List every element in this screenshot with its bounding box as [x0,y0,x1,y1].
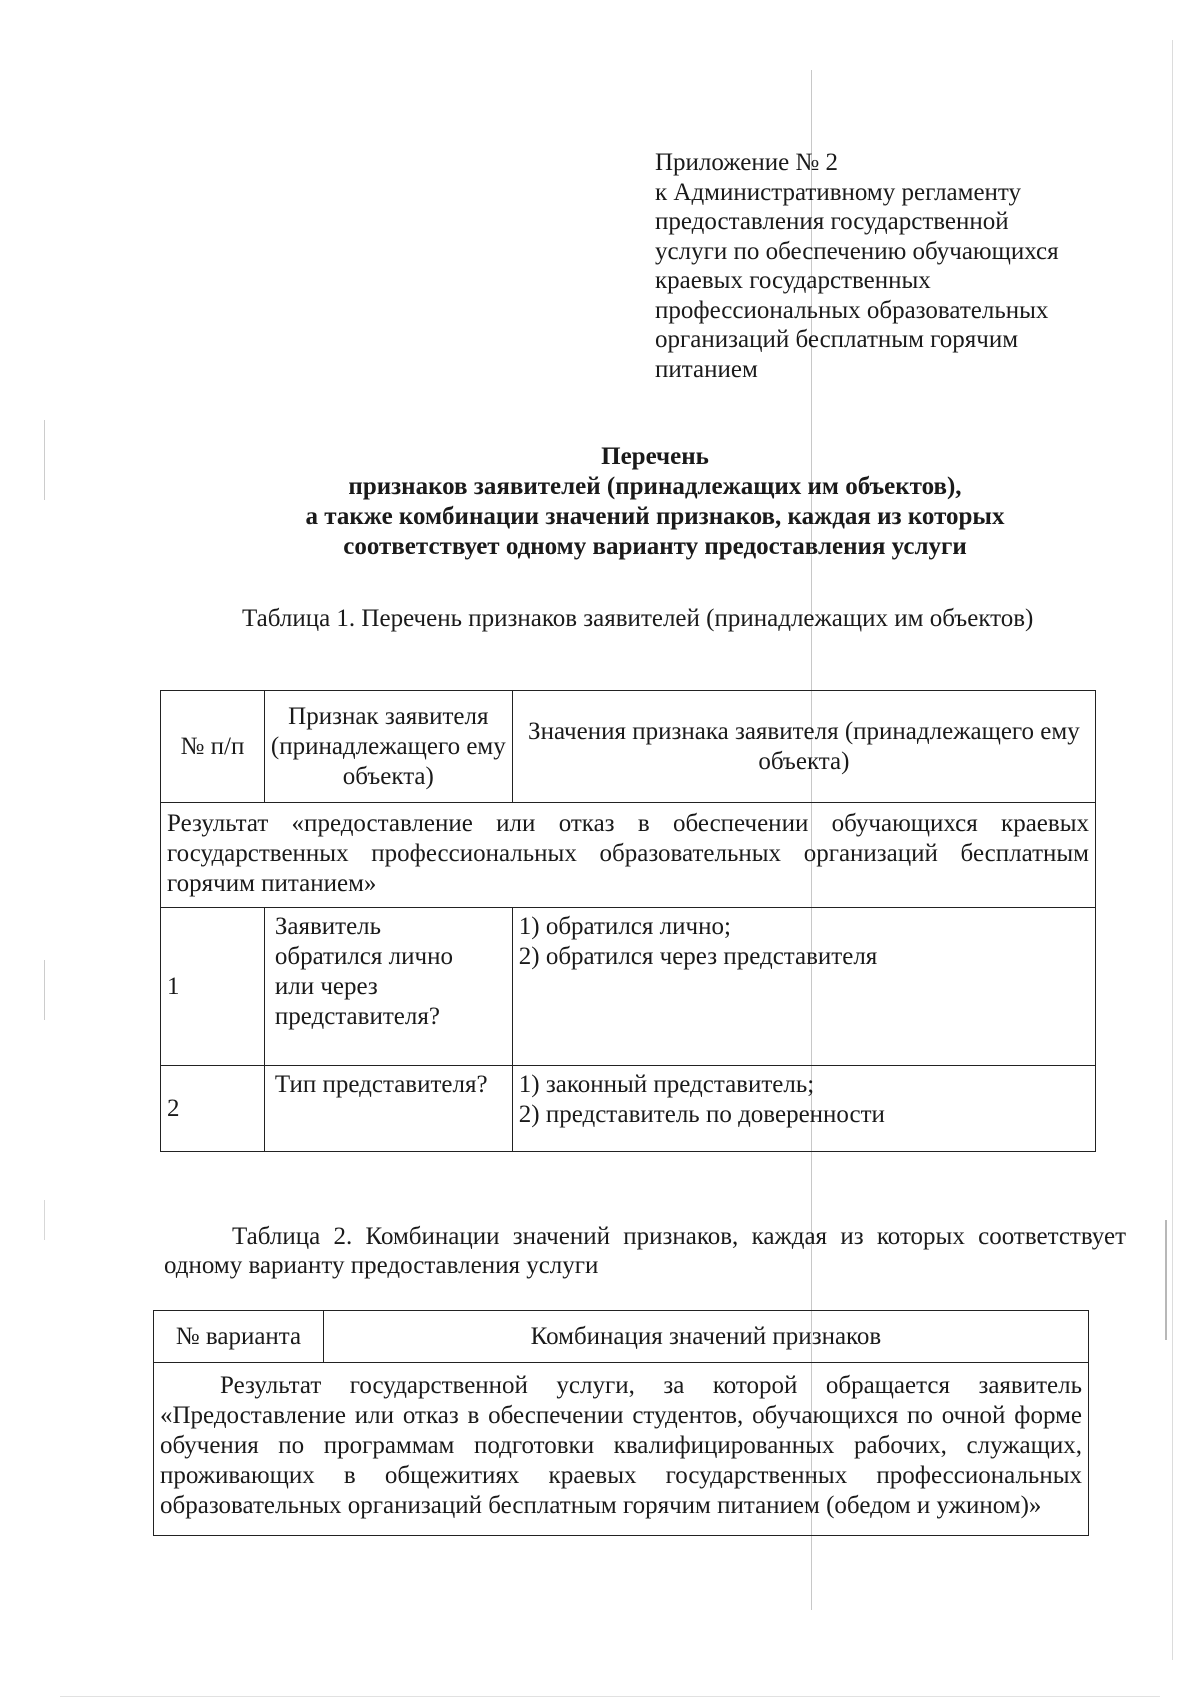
table2-result-row [154,1363,1089,1536]
appendix-line: организаций бесплатным горячим [655,326,1019,353]
table1-value-item: 2) представитель по доверенности [518,1101,885,1128]
table1-caption [174,604,1132,633]
scan-margin-line [1172,40,1173,1660]
table1-row-values [512,908,1095,1066]
scan-margin-mark [1165,1220,1167,1340]
document-title [150,442,1160,562]
table1-row-attribute: Тип представителя? [264,1066,512,1152]
table1-result-text: Результат «предоставление или отказ в обеспечении обучающихся краевых государственных профессиональных образовательных организаций бесплатным горячим питанием» [161,803,1096,908]
table2-header-row [154,1311,1089,1363]
appendix-line: профессиональных образовательных [655,296,1049,324]
table2-header-combination: Комбинация значений признаков [323,1311,1088,1363]
appendix-line: предоставления государственной [655,208,1009,235]
scan-margin-mark [44,960,45,1020]
table2-caption [164,1222,1126,1280]
title-line: соответствует одному варианту предоставления услуги [343,533,967,560]
table1-header-attribute: Признак заявителя (принадлежащего ему объекта) [264,691,512,803]
table1-value-item: 1) обратился лично; [518,913,731,940]
table1-header-num: № п/п [161,691,265,803]
appendix-line: Приложение № 2 [655,149,839,176]
table1-caption-text: Таблица 1. Перечень признаков заявителей (принадлежащих им объектов) [242,605,1034,632]
table-row [161,908,1096,1066]
appendix-line: услуги по обеспечению обучающихся [655,237,1059,265]
table1 [160,690,1096,1152]
table1-header-values: Значения признака заявителя (принадлежащего ему объекта) [512,691,1095,803]
appendix-line: к Административному регламенту [655,178,1022,206]
title-line: Перечень [601,443,709,470]
title-line: признаков заявителей (принадлежащих им объектов), [348,473,962,500]
table2-header-num: № варианта [154,1311,324,1363]
table2-result-cell [154,1363,1089,1536]
scan-margin-mark [44,1200,45,1240]
appendix-line: питанием [655,355,758,383]
title-line: а также комбинации значений признаков, каждая из которых [305,503,1005,530]
table1-row-values [512,1066,1095,1152]
table-row [161,1066,1096,1152]
table1-value-item: 1) законный представитель; [518,1071,815,1098]
table2 [153,1310,1089,1536]
scan-margin-mark [44,420,45,500]
table1-result-row [161,803,1096,908]
appendix-line: краевых государственных [655,267,931,294]
scan-bottom-edge [60,1696,1160,1697]
table2-caption-text: Таблица 2. Комбинации значений признаков, каждая из которых соответствует одному варианту предоставления услуги [164,1223,1126,1279]
table1-row-num: 2 [161,1066,265,1152]
table1-header-row [161,691,1096,803]
table2-result-text: Результат государственной услуги, за которой обращается заявитель «Предоставление или отказ в обеспечении студентов, обучающихся по очной форме обучения по программам подготовки квалифицированных рабочих, служащих, проживающих в общежитиях краевых государственных профессиональных образовательных организаций бесплатным горячим питанием (обедом и ужином)» [160,1372,1082,1519]
appendix-header [655,148,1135,384]
table1-row-attribute: Заявитель обратился лично или через представителя? [264,908,512,1066]
table1-value-item: 2) обратился через представителя [518,943,878,970]
table1-row-num: 1 [161,908,265,1066]
